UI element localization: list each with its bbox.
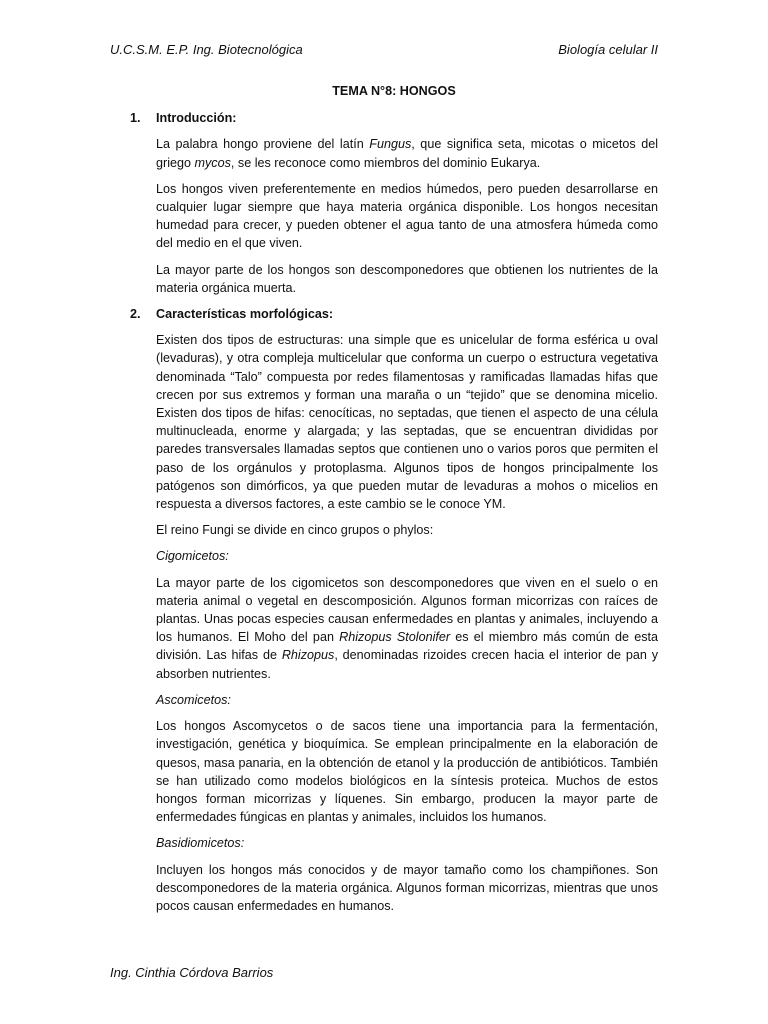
text-run: es el miembro más común de esta división. Las hifas de xyxy=(156,630,658,663)
subheading-basidiomicetos: Basidiomicetos: xyxy=(156,836,245,851)
header-course: Biología celular II xyxy=(558,42,658,57)
section-heading-introduccion xyxy=(130,109,658,127)
header-institution: U.C.S.M. E.P. Ing. Biotecnológica xyxy=(110,42,303,57)
text-run: , se les reconoce como miembros del dominio Eukarya. xyxy=(230,155,541,170)
section-number: 2. xyxy=(130,307,141,322)
subheading-ascomicetos: Ascomicetos: xyxy=(156,692,231,707)
paragraph: Los hongos viven preferentemente en medios húmedos, pero pueden desarrollarse en cualquier lugar siempre que haya materia orgánica disponible. Los hongos necesitan humedad para crecer, y pueden obtener el agua tanto de una atmosfera húmeda como del medio en el que viven. xyxy=(156,181,658,251)
paragraph xyxy=(156,574,658,683)
section-title: Introducción: xyxy=(156,111,237,126)
section-number: 1. xyxy=(130,111,141,126)
section-body-caracteristicas xyxy=(156,331,658,915)
document-body xyxy=(130,82,658,923)
paragraph: Incluyen los hongos más conocidos y de mayor tamaño como los champiñones. Son descomponedores de la materia orgánica. Algunos forman micorrizas, mientras que unos pocos causan enfermedades en humanos. xyxy=(156,862,658,913)
page-header xyxy=(110,42,658,57)
text-run: La palabra hongo proviene del latín xyxy=(156,137,370,152)
paragraph: Existen dos tipos de estructuras: una simple que es unicelular de forma esférica u oval (levaduras), y otra compleja multicelular que conforma un cuerpo o estructura vegetativa denominada “Talo” compuesta por redes filamentosas y ramificadas llamadas hifas que crecen por sus extremos y forman una maraña o un “tejido” que se denomina micelio. Existen dos tipos de hifas: cenocíticas, no septadas, que tienen el aspecto de una célula multinucleada, enorme y alargada; y las septadas, que se encuentran divididas por paredes transversales llamadas septos que contienen uno o varios poros que permiten el paso de los orgánulos y protoplasma. Algunos tipos de hongos principalmente los patógenos son dimórficos, ya que pueden mutar de levaduras a mohos o micelios en respuesta a diversos factores, a este cambio se le conoce YM. xyxy=(156,333,658,512)
text-run: La mayor parte de los cigomicetos son descomponedores que viven en el suelo o en materia animal o vegetal en descomposición. Algunos forman micorrizas con raíces de plantas. Unas pocas especies causan enfermedades en plantas y animales, incluyendo a los humanos. El Moho del pan xyxy=(156,575,658,645)
italic-term: Rhizopus Stolonifer xyxy=(339,630,451,645)
paragraph: Los hongos Ascomycetos o de sacos tiene una importancia para la fermentación, investigación, genética y bioquímica. Se emplean principalmente en la elaboración de quesos, masa panaria, en la obtención de etanol y la producción de antibióticos. También se han utilizado como modelos biológicos en la síntesis proteica. Muchos de estos hongos forman micorrizas y líquenes. Sin embargo, producen la mayor parte de enfermedades fúngicas en plantas y animales, incluidos los humanos. xyxy=(156,719,658,825)
text-run: , denominadas rizoides crecen hacia el interior de pan y absorben nutrientes. xyxy=(156,648,658,681)
section-body-introduccion xyxy=(156,135,658,297)
italic-term: Fungus xyxy=(369,137,412,152)
text-run: , que significa seta, micotas o micetos del griego xyxy=(156,137,658,170)
section-heading-caracteristicas xyxy=(130,305,658,323)
section-title: Características morfológicas: xyxy=(156,307,334,322)
page-footer-author: Ing. Cinthia Córdova Barrios xyxy=(110,965,274,980)
subheading-cigomicetos: Cigomicetos: xyxy=(156,549,229,564)
italic-term: Rhizopus xyxy=(281,648,335,663)
paragraph xyxy=(156,135,658,171)
document-title: TEMA N°8: HONGOS xyxy=(332,84,456,98)
paragraph: La mayor parte de los hongos son descomponedores que obtienen los nutrientes de la materia orgánica muerta. xyxy=(156,262,658,295)
paragraph: El reino Fungi se divide en cinco grupos o phylos: xyxy=(156,523,434,538)
italic-term: mycos xyxy=(194,155,231,170)
